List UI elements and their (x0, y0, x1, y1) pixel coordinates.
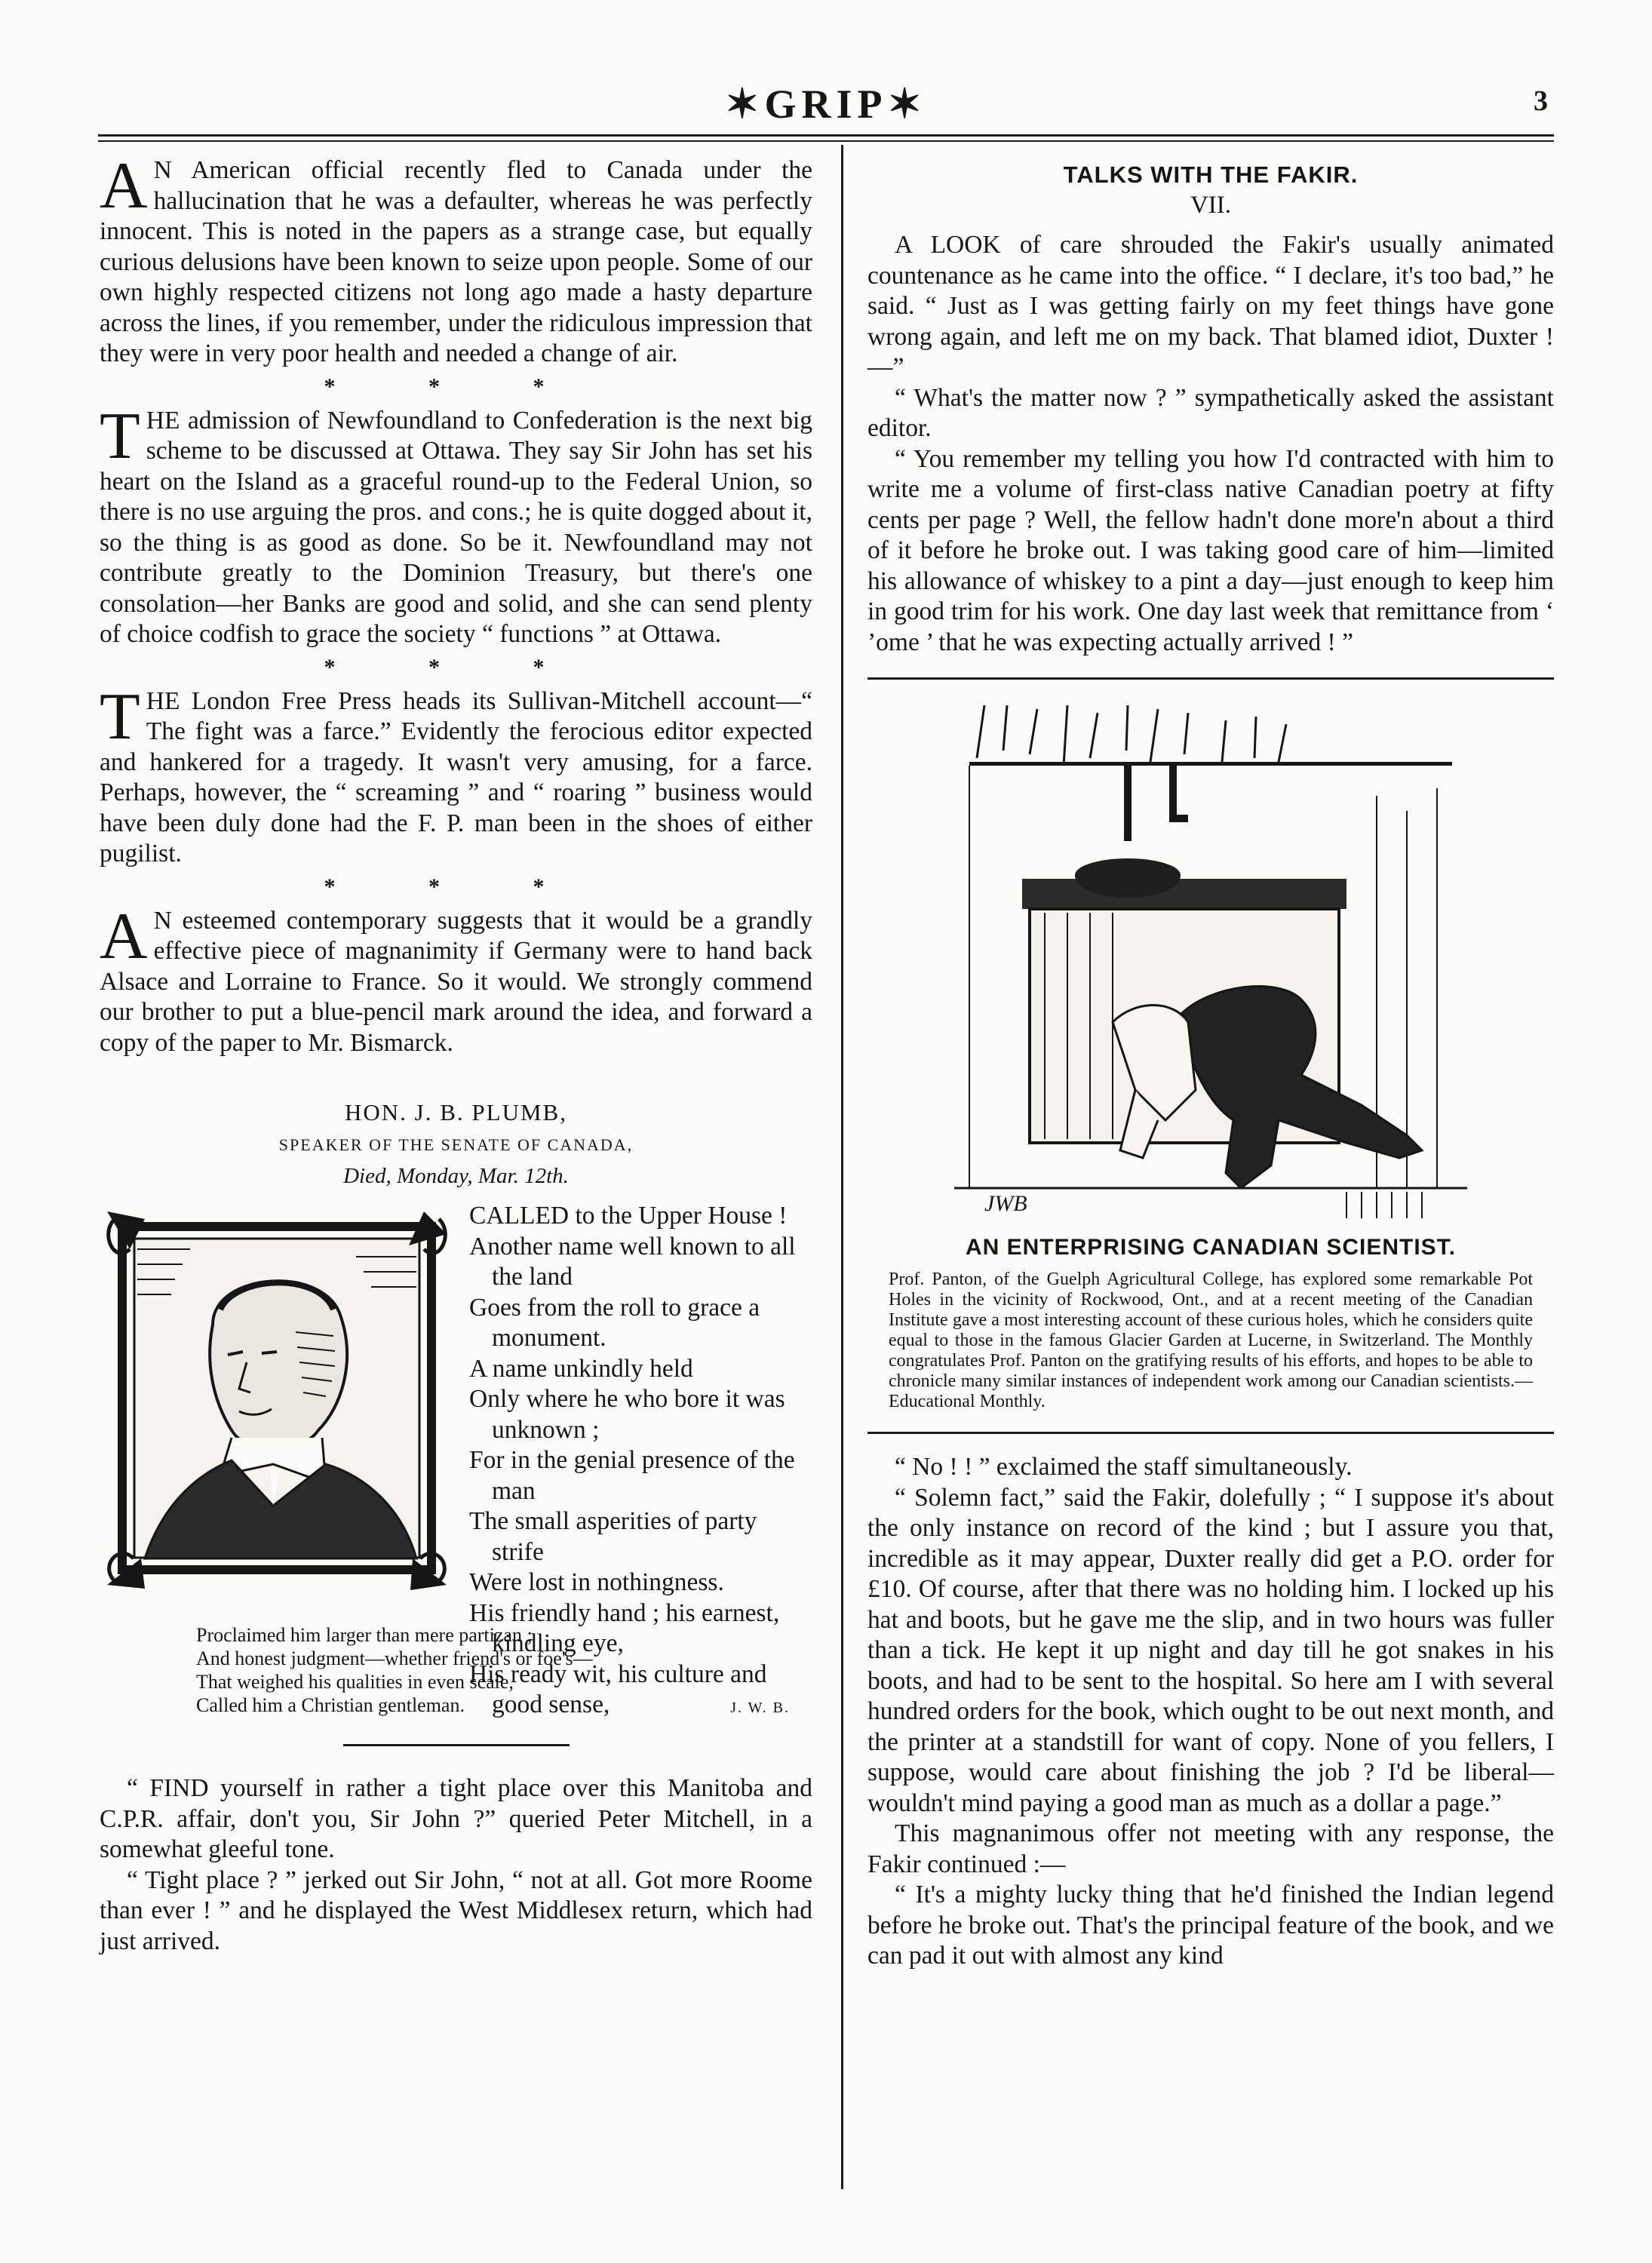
item-alsace-lorraine (100, 899, 812, 1059)
right-column (867, 155, 1554, 1972)
item-find-yourself: “ FIND yourself in rather a tight place over this Manitoba and C.P.R. affair, don't you, Sir John ?” queried Peter Mitchell, in a somewhat gleeful tone. (100, 1774, 812, 1863)
poem-line: monument. (492, 1324, 606, 1352)
portrait-engraving (100, 1204, 454, 1596)
fakir-paragraph: “ No ! ! ” exclaimed the staff simultaneously. (895, 1453, 1353, 1481)
masthead-rule (98, 134, 1554, 137)
fakir-paragraph: “ What's the matter now ? ” sympathetically asked the assistant editor. (867, 383, 1554, 442)
poem-line: Called him a Christian gentleman. (196, 1694, 465, 1716)
item-newfoundland (100, 399, 812, 650)
poem-line: the land (492, 1263, 573, 1291)
obituary-name: HON. J. B. PLUMB, (345, 1099, 567, 1125)
item-tight-place: “ Tight place ? ” jerked out Sir John, “ not at all. Got more Roome than ever ! ” and he displayed the West Middlesex return, which had just arrived. (100, 1865, 812, 1955)
poem-line: unknown ; (492, 1415, 600, 1444)
masthead-title: ✶GRIP✶ (725, 81, 927, 127)
column-divider (841, 145, 843, 2189)
illustration-caption: Prof. Panton, of the Guelph Agricultural College, has explored some remarkable Pot Holes in the vicinity of Rockwood, Ont., and at a recent meeting of the Canadian Institute gave a most interesting account of these curious holes, which he considers quite equal to those in the famous Glacier Garden at Lucerne, in Switzerland. The Monthly congratulates Prof. Panton on the gratifying results of his efforts, and hopes to be able to chronicle many similar instances of independent work among our Canadian scientists.—Educational Monthly. (889, 1270, 1533, 1411)
item-american-official (100, 149, 812, 370)
section-rule (343, 1744, 570, 1746)
illustration-signature: JWB (984, 1191, 1027, 1216)
item-text: N American official recently fled to Canada under the hallucination that he was a defaulter, whereas he was perfectly innocent. This is noted in the papers as a strange case, but equally curious delusions have been known to seize upon people. Some of our own highly respected citizens not long ago made a hasty departure across the lines, if you remember, under the ridiculous impression that they were in very poor health and needed a change of air. (100, 156, 812, 367)
masthead (98, 78, 1554, 127)
item-free-press (100, 680, 812, 870)
fakir-paragraph: “ You remember my telling you how I'd contracted with him to write me a volume of first-class native Canadian poetry at fifty cents per page ? Well, the fellow hadn't done more'n about a third of it before he broke out. I was taking good care of him—limited his allowance of whiskey to a pint a day—just enough to keep him in good trim for his work. One day last week that remittance from ‘ ’ome ’ that he was expecting actually arrived ! ” (867, 444, 1554, 656)
poem-line: kindling eye, (492, 1629, 624, 1657)
section-rule (867, 677, 1554, 680)
fakir-paragraph: “ Solemn fact,” said the Fakir, dolefully ; “ I suppose it's about the only instance on record of the kind ; but I assure you that, incredible as it may appear, Duxter really did get a P.O. order for £10. Of course, after that there was no holding him. I locked up his hat and boots, but he gave me the slip, and in two hours was fuller than a tick. He kept it up night and day till he got snakes in his boots, and had to be sent to the hospital. So here am I with several hundred orders for the book, which ought to be out next month, and the printer at a standstill for want of copy. None of you fellers, I suppose, would care about finishing the job ? I'd be liberal—wouldn't mind paying a good man as much as a dollar a page.” (867, 1483, 1554, 1817)
poem-line: For in the genial presence of the (469, 1446, 795, 1474)
scientist-illustration (924, 698, 1497, 1226)
fakir-paragraph: “ It's a mighty lucky thing that he'd finished the Indian legend before he broke out. That's the principal feature of the book, and we can pad it out with almost any kind (867, 1881, 1554, 1970)
poem-line: man (492, 1476, 536, 1505)
poem-line: That weighed his qualities in even scale, (196, 1671, 514, 1693)
poem-signature: J. W. B. (730, 1700, 790, 1716)
item-text: N esteemed contemporary suggests that it would be a grandly effective piece of magnanimity if Germany were to hand back Alsace and Lorraine to France. So it would. We strongly commend our brother to put a blue-pencil mark around the idea, and forward a copy of the paper to Mr. Bismarck. (100, 906, 812, 1057)
left-column (100, 149, 812, 1957)
poem-line: His ready wit, his culture and (469, 1660, 767, 1688)
item-text: HE London Free Press heads its Sullivan-Mitchell account—“ The fight was a farce.” Evidently the ferocious editor expected and hankered for a tragedy. It wasn't very amusing, for a farce. Perhaps, however, the “ screaming ” and “ roaring ” business would have been duly done had the F. P. man been in the shoes of either pugilist. (100, 686, 812, 867)
poem-line: strife (492, 1537, 544, 1566)
separator-stars: * * * (324, 874, 588, 899)
page-number: 3 (1534, 85, 1548, 117)
poem-line: A name unkindly held (469, 1354, 693, 1383)
poem-line: His friendly hand ; his earnest, (469, 1598, 780, 1627)
illustration-title: AN ENTERPRISING CANADIAN SCIENTIST. (965, 1235, 1457, 1260)
drop-cap: T (100, 399, 140, 473)
poem-line: Only where he who bore it was (469, 1385, 785, 1413)
poem-line: Goes from the roll to grace a (469, 1293, 760, 1322)
separator-stars: * * * (324, 373, 588, 399)
poem-line: Were lost in nothingness. (469, 1568, 724, 1596)
poem-line: Another name well known to all (469, 1232, 796, 1260)
item-text: HE admission of Newfoundland to Confederation is the next big scheme to be discussed at Ottawa. They say Sir John has set his heart on the Island as a graceful round-up to the Federal Union, so there is no use arguing the pros. and cons.; he is quite dogged about it, so the thing is as good as done. So be it. Newfoundland may not contribute greatly to the Dominion Treasury, but there's one consolation—her Banks are good and solid, and she can send plenty of choice codfish to grace the society “ functions ” at Ottawa. (100, 406, 812, 648)
poem-line: And honest judgment—whether friend's or foe's— (196, 1647, 593, 1669)
obituary-title: SPEAKER OF THE SENATE OF CANADA, (278, 1135, 634, 1154)
fakir-paragraph: This magnanimous offer not meeting with any response, the Fakir continued :— (867, 1819, 1554, 1878)
spacer (100, 1058, 812, 1099)
article-number: VII. (1190, 192, 1232, 219)
article-heading: TALKS WITH THE FAKIR. (1063, 161, 1359, 188)
obituary-date: Died, Monday, Mar. 12th. (343, 1164, 569, 1188)
drop-cap: T (100, 680, 140, 754)
fakir-paragraph: A LOOK of care shrouded the Fakir's usually animated countenance as he came into the office. “ I declare, it's too bad,” he said. “ Just as I was getting fairly on my feet things have gone wrong again, and left me on my back. That blamed idiot, Duxter !—” (867, 231, 1554, 381)
poem-line: Proclaimed him larger than mere partizan ; (196, 1624, 533, 1646)
drop-cap: A (100, 899, 148, 973)
masthead-rule-thin (98, 140, 1554, 142)
poem-line: CALLED to the Upper House ! (469, 1202, 788, 1230)
separator-stars: * * * (324, 654, 588, 680)
drop-cap: A (100, 149, 148, 223)
poem (469, 1201, 903, 1721)
poem-line: The small asperities of party (469, 1507, 757, 1535)
poem-line: good sense, (492, 1690, 610, 1718)
section-rule (867, 1432, 1554, 1434)
